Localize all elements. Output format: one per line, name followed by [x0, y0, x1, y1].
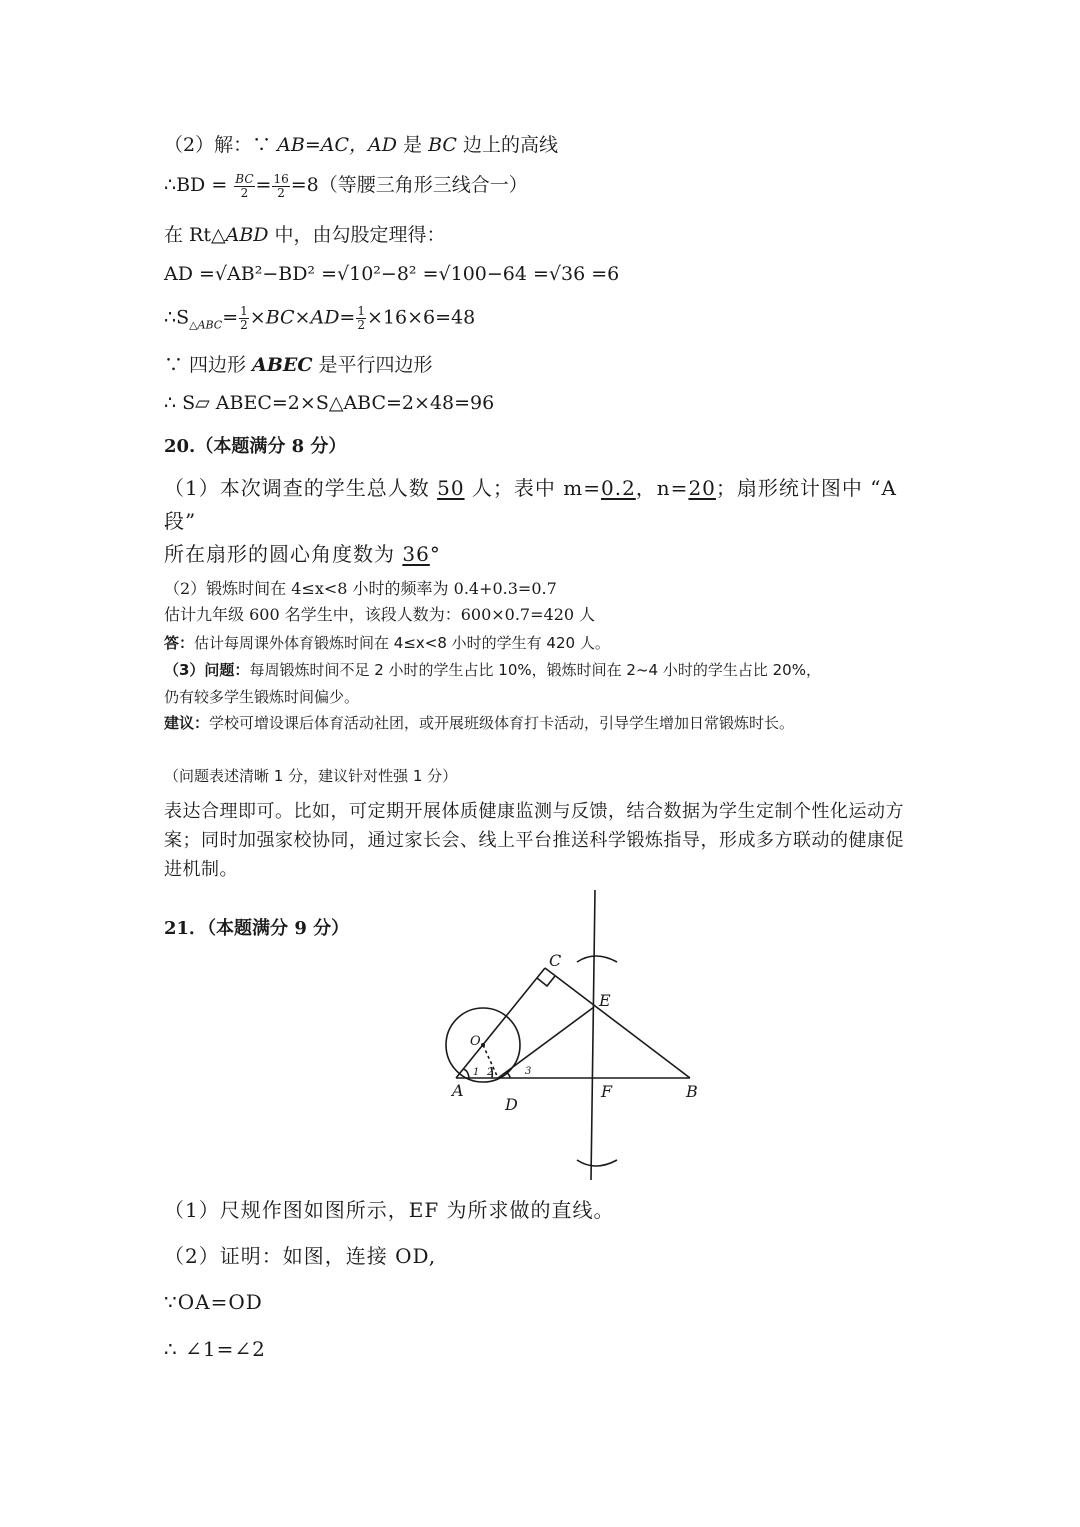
- q20-part3-line2: 仍有较多学生锻炼时间偏少。: [164, 688, 360, 706]
- q21-line-2: （2）证明：如图，连接 OD,: [164, 1244, 437, 1268]
- label-c: C: [549, 951, 562, 970]
- construction-arc-top: [577, 956, 617, 962]
- q20-part3-line1: （3）问题：每周锻炼时间不足 2 小时的学生占比 10%，锻炼时间在 2~4 小时的学生占比 20%，: [164, 661, 821, 679]
- label-e: E: [599, 991, 611, 1010]
- label-o: O: [470, 1034, 481, 1049]
- fraction-half-2: $\frac{1}{2}$: [357, 304, 365, 332]
- q19-line-7: ∴ S▱ ABEC=2×S△ABC=2×48=96: [164, 392, 495, 414]
- center-dot-o: [481, 1043, 485, 1047]
- q19-line-6: ∵ 四边形 ABEC 是平行四边形: [164, 354, 433, 376]
- q21-line-3: ∵OA=OD: [164, 1290, 263, 1314]
- construction-arc-bottom: [577, 1160, 617, 1166]
- segment-ac: [456, 968, 545, 1078]
- q20-part2-answer: 答：估计每周课外体育锻炼时间在 4≤x<8 小时的学生有 420 人。: [164, 634, 610, 652]
- label-angle-3: 3: [525, 1066, 532, 1077]
- q20-part3-suggestion: 建议：学校可增设课后体育活动社团，或开展班级体育打卡活动，引导学生增加日常锻炼时长。: [164, 714, 795, 732]
- q21-line-4: ∴ ∠1=∠2: [164, 1337, 266, 1361]
- label-f: F: [601, 1082, 613, 1101]
- fraction-bc-over-2: $\frac{BC}{2}$: [235, 171, 254, 200]
- label-d: D: [505, 1095, 518, 1114]
- label-b: B: [686, 1082, 698, 1101]
- bisector-line-ef: [591, 890, 595, 1180]
- label-a: A: [452, 1081, 464, 1100]
- fraction-16-over-2: $\frac{16}{2}$: [273, 171, 289, 200]
- q21-heading: 21．（本题满分 9 分）: [164, 918, 350, 939]
- q20-part2-line2: 估计九年级 600 名学生中，该段人数为：600×0.7=420 人: [164, 605, 596, 624]
- q20-score-note: （问题表述清晰 1 分，建议针对性强 1 分）: [164, 767, 458, 785]
- right-angle-mark: [537, 976, 555, 986]
- q20-heading: 20.（本题满分 8 分）: [164, 436, 347, 457]
- angle-arc-3: [506, 1072, 510, 1078]
- q19-line-5: $\therefore S_{\triangle ABC}=$ $\frac{1}{2}$ ×BC×AD= $\frac{1}{2}$ ×16×6=48: [164, 304, 476, 332]
- q19-line-4: AD =√AB²−BD² =√10²−8² =√100−64 =√36 =6: [164, 263, 620, 285]
- q19-line-2: ∴BD = $\frac{BC}{2}$ = $\frac{16}{2}$ =8（等腰三角形三线合一）: [164, 171, 528, 200]
- segment-cb: [545, 968, 690, 1078]
- fraction-half-1: $\frac{1}{2}$: [240, 304, 248, 332]
- label-angle-1: 1: [473, 1067, 480, 1078]
- q20-extra-paragraph: 表达合理即可。比如，可定期开展体质健康监测与反馈，结合数据为学生定制个性化运动方 案；同时加强家校协同，通过家长会、线上平台推送科学锻炼指导，形成多方联动的健康促 进机制。: [164, 801, 904, 880]
- q20-part1: （1）本次调查的学生总人数 50 人；表中 m=0.2，n=20；扇形统计图中 “A 段” 所在扇形的圆心角度数为 36°: [164, 476, 897, 566]
- q21-line-1: （1）尺规作图如图所示，EF 为所求做的直线。: [164, 1198, 615, 1222]
- q20-part2-line1: （2）锻炼时间在 4≤x<8 小时的频率为 0.4+0.3=0.7: [164, 579, 557, 598]
- q19-line-1: （2）解：∵ AB=AC，AD 是 BC 边上的高线: [164, 134, 558, 156]
- q19-line-3: 在 Rt△ABD 中，由勾股定理得：: [164, 224, 446, 246]
- label-angle-2: 2: [487, 1067, 494, 1078]
